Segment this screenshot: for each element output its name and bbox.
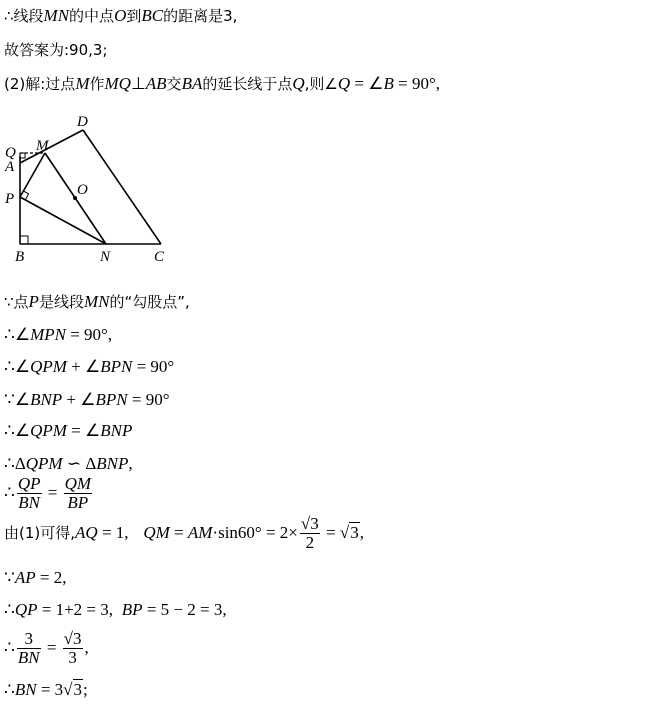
solution-line-6 xyxy=(4,357,174,377)
text: , xyxy=(359,523,364,542)
text: = 90° xyxy=(132,357,175,376)
radicand: 3 xyxy=(73,680,82,699)
text: 的“勾股点”, xyxy=(109,293,190,311)
text: = 90° xyxy=(127,390,170,409)
text: 交 xyxy=(166,75,182,93)
solution-line-7 xyxy=(4,390,170,410)
segment-PN xyxy=(20,197,106,244)
text: = xyxy=(43,483,62,502)
text: 的延长线于点 xyxy=(202,75,293,93)
solution-line-12 xyxy=(4,568,66,588)
math-QPM: QPM xyxy=(30,421,67,440)
math-B: B xyxy=(383,74,394,93)
text: = ∠ xyxy=(350,74,384,93)
fraction-3-over-BN xyxy=(17,630,41,667)
solution-line-5 xyxy=(4,325,112,345)
math-MPN: MPN xyxy=(30,325,66,344)
text: , xyxy=(84,638,89,657)
math-MN: MN xyxy=(83,292,110,311)
fraction-QM-BP xyxy=(64,475,92,512)
math-MN: MN xyxy=(43,6,70,25)
text: ,则∠ xyxy=(304,75,338,93)
numerator: √3 xyxy=(63,629,82,648)
text: = xyxy=(321,523,340,542)
math-BA: BA xyxy=(181,74,203,93)
text: ∴ xyxy=(4,600,15,619)
denominator: BP xyxy=(67,493,89,512)
fraction-sqrt3-over-2 xyxy=(300,515,320,552)
math-QM: QM xyxy=(143,523,170,542)
text: = 2, xyxy=(35,568,67,587)
numerator: √3 xyxy=(300,514,319,533)
text: 的距离是3, xyxy=(163,7,238,25)
text: 的中点 xyxy=(69,7,115,25)
text: 由(1)可得, xyxy=(4,524,76,542)
solution-line-11 xyxy=(4,515,364,552)
solution-line-1 xyxy=(4,6,237,26)
solution-line-13 xyxy=(4,600,227,620)
text: = 5 − 2 = 3, xyxy=(142,600,227,619)
text: = xyxy=(42,638,61,657)
text: = 90°, xyxy=(393,74,440,93)
text: , xyxy=(128,454,133,473)
text: 作 xyxy=(89,75,105,93)
solution-line-15 xyxy=(4,680,88,700)
math-BPN: BPN xyxy=(95,390,128,409)
sqrt-3: √3 xyxy=(339,523,359,542)
text: 到 xyxy=(126,7,142,25)
text: = 1+2 = 3, xyxy=(37,600,114,619)
numerator: QM xyxy=(64,474,92,493)
text: ∴∠ xyxy=(4,325,31,344)
text: = ∠ xyxy=(66,421,101,440)
solution-line-14 xyxy=(4,630,89,667)
text: ·sin60° = 2× xyxy=(212,523,298,542)
math-BP: BP xyxy=(121,600,143,619)
math-AM: AM xyxy=(187,523,213,542)
text: = xyxy=(169,523,188,542)
segment-AD xyxy=(20,130,83,163)
denominator: BN xyxy=(18,493,41,512)
radicand: 3 xyxy=(350,523,359,542)
solution-line-gougu xyxy=(4,292,190,312)
answer-text: 故答案为:90,3; xyxy=(4,41,108,59)
numerator: QP xyxy=(17,474,41,493)
label-B: B xyxy=(15,249,25,265)
text: + ∠ xyxy=(62,390,96,409)
text: + ∠ xyxy=(66,357,101,376)
text: ; xyxy=(83,680,88,699)
label-C: C xyxy=(154,249,165,265)
label-D: D xyxy=(77,114,88,130)
label-N: N xyxy=(100,249,111,265)
part2-intro-line xyxy=(4,74,440,94)
fraction-QP-BN xyxy=(17,475,42,512)
denominator: 2 xyxy=(305,533,315,552)
math-M: M xyxy=(75,74,90,93)
text: = 3 xyxy=(36,680,64,699)
denominator: BN xyxy=(17,648,40,667)
math-BNP: BNP xyxy=(30,390,63,409)
label-O: O xyxy=(77,182,88,198)
text: ∵点 xyxy=(4,293,29,311)
text: = 90°, xyxy=(65,325,113,344)
text: 是线段 xyxy=(38,293,84,311)
solution-line-9 xyxy=(4,454,133,474)
fraction-sqrt3-over-3 xyxy=(63,630,83,667)
sqrt-3: √3 xyxy=(63,680,82,699)
denominator: 3 xyxy=(68,648,77,667)
math-QPM: QPM xyxy=(25,454,63,473)
math-O: O xyxy=(114,6,127,25)
solution-line-8 xyxy=(4,421,132,441)
label-Q: Q xyxy=(5,145,16,161)
text: ∴Δ xyxy=(4,454,26,473)
numerator: 3 xyxy=(17,630,41,649)
text: ∴线段 xyxy=(4,7,44,25)
text: ∴∠ xyxy=(4,421,31,440)
text: ∴∠ xyxy=(4,357,31,376)
math-Q: Q xyxy=(337,74,351,93)
label-A: A xyxy=(5,159,15,175)
text: ∴ xyxy=(4,483,15,502)
math-AB: AB xyxy=(145,74,167,93)
math-AQ: AQ xyxy=(75,523,98,542)
answer-line xyxy=(4,40,108,60)
math-BNP: BNP xyxy=(100,421,133,440)
label-M: M xyxy=(36,138,49,154)
segment-MP xyxy=(20,153,45,197)
math-MQ: MQ xyxy=(104,74,131,93)
text: ∵ xyxy=(4,568,15,587)
right-angle-B xyxy=(20,236,28,244)
text: (2)解:过点 xyxy=(4,75,76,93)
solution-line-10 xyxy=(4,475,94,512)
math-AP: AP xyxy=(14,568,36,587)
geometry-figure xyxy=(0,108,180,268)
math-Q: Q xyxy=(292,74,305,93)
math-BNP: BNP xyxy=(96,454,129,473)
text: = 1, xyxy=(97,523,129,542)
math-BPN: BPN xyxy=(100,357,133,376)
math-BN: BN xyxy=(14,680,37,699)
perp-symbol: ⊥ xyxy=(130,74,146,93)
text: ∽ Δ xyxy=(62,454,97,473)
text: ∴ xyxy=(4,638,15,657)
math-BC: BC xyxy=(141,6,164,25)
text: ∴ xyxy=(4,680,15,699)
math-P: P xyxy=(28,292,39,311)
math-QPM: QPM xyxy=(30,357,67,376)
text: ∵∠ xyxy=(4,390,31,409)
math-QP: QP xyxy=(14,600,38,619)
label-P: P xyxy=(5,191,15,207)
